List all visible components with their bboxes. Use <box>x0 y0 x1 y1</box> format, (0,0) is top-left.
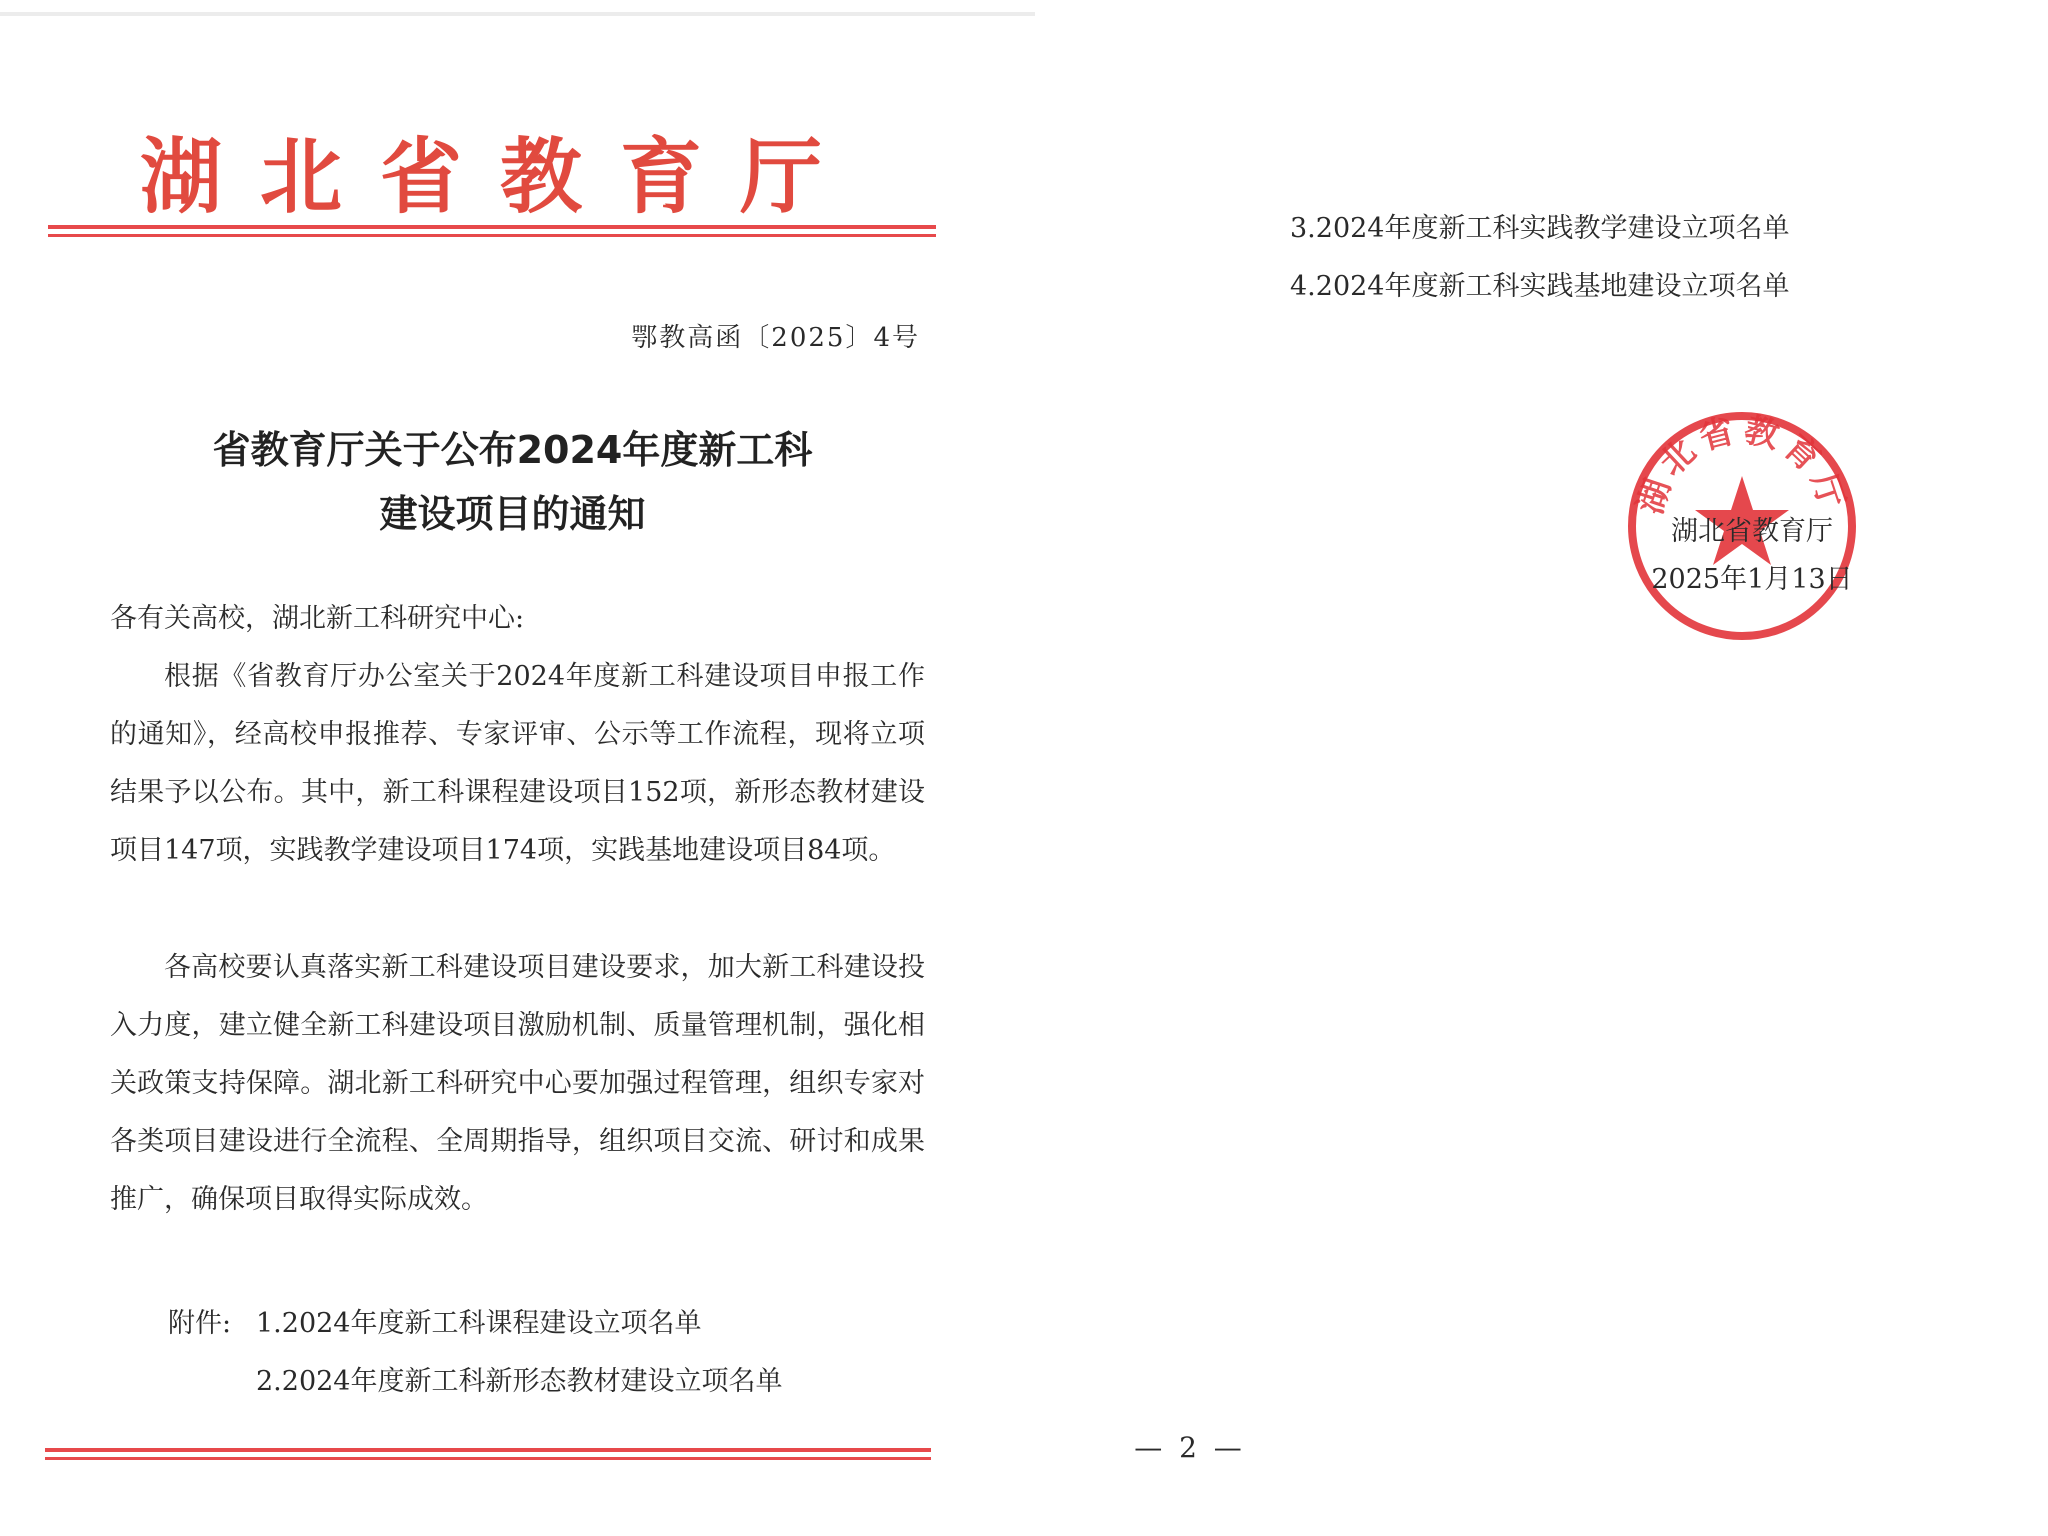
paragraph-1: 根据《省教育厅办公室关于2024年度新工科建设项目申报工作的通知》，经高校申报推荐、专家评审、公示等工作流程，现将立项结果予以公布。其中，新工科课程建设项目152项，新形态教材建设项目147项，实践教学建设项目174项，实践基地建设项目84项。 <box>110 661 925 866</box>
attachment-item-3: 3.2024年度新工科实践教学建设立项名单 <box>1290 213 1790 244</box>
page-number: — 2 — <box>1134 1431 1246 1464</box>
red-rule-top-1 <box>48 225 936 229</box>
issue-date: 2025年1月13日 <box>1651 564 1853 595</box>
notice-title <box>100 418 925 546</box>
attachment-row <box>168 1295 928 1353</box>
attachments-list <box>168 1295 928 1411</box>
red-rule-bottom-1 <box>45 1448 931 1452</box>
attachment-item-2: 2.2024年度新工科新形态教材建设立项名单 <box>256 1366 783 1397</box>
red-rule-bottom-2 <box>45 1457 931 1460</box>
scan-edge <box>0 12 1035 16</box>
red-rule-top-2 <box>48 234 936 237</box>
notice-title-line-1: 省教育厅关于公布2024年度新工科 <box>212 428 813 472</box>
attachment-row <box>168 1353 928 1411</box>
issuer-name: 湖北省教育厅 <box>1671 516 1833 547</box>
salutation: 各有关高校，湖北新工科研究中心: <box>110 603 525 634</box>
attachments-continued <box>1290 200 1910 316</box>
seal-ring-text: 湖北省教育厅 <box>1630 410 1854 519</box>
letterhead: 湖北省教育厅 <box>140 130 861 225</box>
attachment-item-1: 1.2024年度新工科课程建设立项名单 <box>256 1308 702 1339</box>
notice-title-line-2: 建设项目的通知 <box>379 492 646 536</box>
attachment-item-4: 4.2024年度新工科实践基地建设立项名单 <box>1290 271 1790 302</box>
document-number: 鄂教高函〔2025〕4号 <box>631 323 920 353</box>
paragraph-2: 各高校要认真落实新工科建设项目建设要求，加大新工科建设投入力度，建立健全新工科建设项目激励机制、质量管理机制，强化相关政策支持保障。湖北新工科研究中心要加强过程管理，组织专家对各类项目建设进行全流程、全周期指导，组织项目交流、研讨和成果推广，确保项目取得实际成效。 <box>110 952 925 1215</box>
attachments-label: 附件: <box>168 1308 232 1339</box>
right-page <box>1035 0 2048 1536</box>
